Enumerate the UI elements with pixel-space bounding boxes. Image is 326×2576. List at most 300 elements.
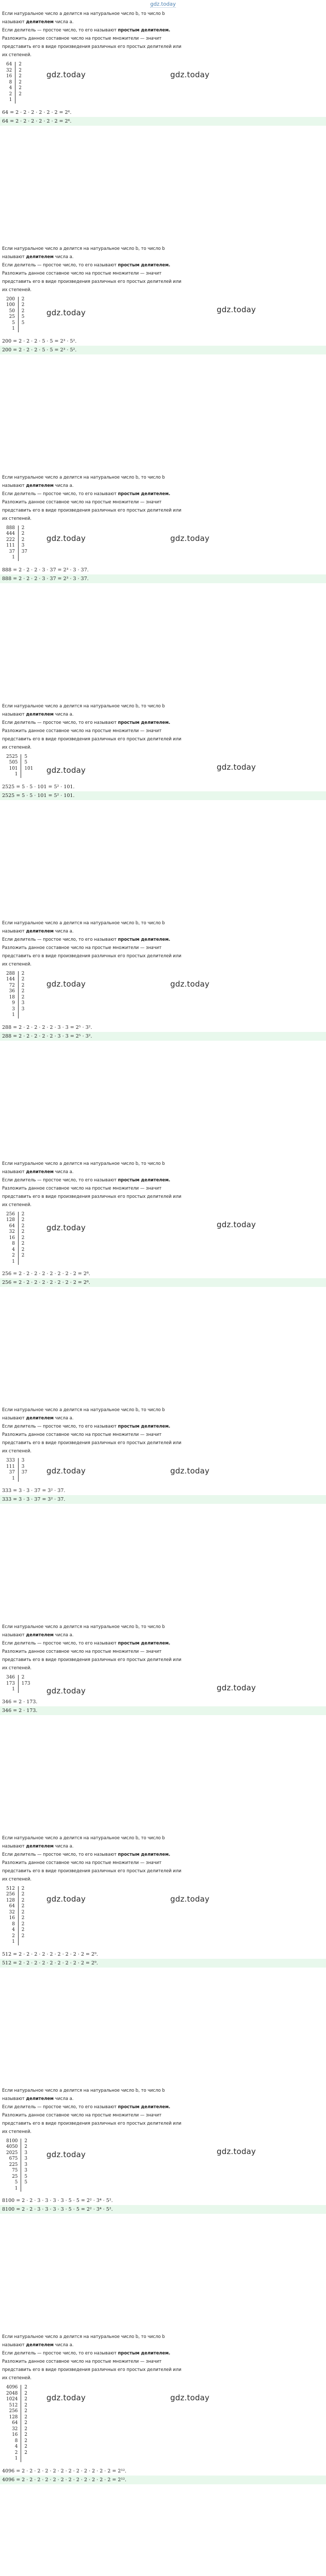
- definition-fragment: Если делитель — простое число, то его называют: [2, 490, 118, 496]
- dividend-cell: 64: [9, 1904, 15, 1909]
- factorization-column: [2, 297, 27, 332]
- dividend-cell: 9: [12, 1001, 15, 1006]
- dividend-cell: 4096: [6, 2385, 18, 2390]
- factorization-row: [2, 754, 36, 760]
- definition-text: [0, 2094, 326, 2103]
- divisor-cell: [21, 2186, 30, 2192]
- factorization-row: [2, 92, 25, 98]
- divisor-cell: 2: [18, 1675, 33, 1681]
- factorization-rule-text: Разложить данное составное число на простые множители — значит: [2, 270, 162, 276]
- dividend-cell: 128: [9, 2414, 18, 2420]
- divisor-cell: 2: [18, 1224, 27, 1230]
- factorization-column: [2, 2385, 30, 2462]
- factorization-row: [2, 537, 30, 544]
- divisor-cell: 2: [15, 86, 25, 92]
- dividend-cell: 1: [12, 1259, 15, 1264]
- definition-fragment: Если делитель — простое число, то его называют: [2, 719, 118, 725]
- dividend-cell: 2048: [6, 2391, 18, 2396]
- factorization-row: [2, 80, 25, 86]
- solution-section: [0, 473, 326, 702]
- factorization-rule-text: их степеней.: [2, 515, 32, 521]
- solution-section: [0, 244, 326, 473]
- factorization-row: [2, 1235, 27, 1242]
- divisor-cell: 5: [21, 2180, 30, 2186]
- divisor-cell: 173: [18, 1681, 33, 1687]
- divisor-cell: 3: [21, 2162, 30, 2168]
- factorization-row: [2, 1675, 34, 1681]
- definition-text: Если натуральное число a делится на натуральное число b, то число b: [2, 920, 165, 925]
- prime-divisor-text: [0, 1176, 326, 1184]
- factorization-rule-text: Разложить данное составное число на простые множители — значит: [2, 944, 162, 950]
- definition-fragment: числа a.: [53, 482, 74, 488]
- divisor-term: делителем: [26, 1843, 54, 1849]
- dividend-cell: 16: [6, 74, 12, 79]
- watermark: gdz.today: [217, 1683, 256, 1692]
- divisor-term: делителем: [26, 19, 54, 24]
- factorization-row: [2, 977, 27, 983]
- factorization-rule-text: Разложить данное составное число на простые множители — значит: [2, 1432, 162, 1437]
- divisor-cell: 2: [18, 297, 27, 303]
- definition-fragment: называют: [2, 19, 26, 24]
- solutions-list: [0, 9, 326, 2576]
- definition-text: Если натуральное число a делится на натуральное число b, то число b: [2, 1160, 165, 1166]
- factorization-rule-text: их степеней.: [2, 286, 32, 292]
- dividend-cell: 346: [6, 1675, 15, 1680]
- factorization-column: [2, 62, 25, 104]
- divisor-cell: 2: [18, 1212, 27, 1218]
- factorization-row: [2, 1470, 30, 1476]
- factorization-row: [2, 1253, 27, 1259]
- factorization-rule-text: их степеней.: [2, 2128, 32, 2134]
- factorization-rule-text: их степеней.: [2, 1665, 32, 1670]
- divisor-cell: 2: [18, 983, 27, 989]
- factorization-result: 4096 = 2 · 2 · 2 · 2 · 2 · 2 · 2 · 2 · 2 · 2 · 2 · 2 = 2¹².: [2, 2468, 127, 2474]
- divisor-cell: 2: [18, 995, 27, 1001]
- definition-fragment: числа a.: [53, 19, 74, 24]
- factorization-row: [2, 1229, 27, 1235]
- divisor-cell: 2: [15, 68, 25, 74]
- divisor-cell: 2: [21, 2409, 30, 2415]
- dividend-cell: 4: [9, 86, 12, 91]
- factorization-rule-text: Разложить данное составное число на простые множители — значит: [2, 1649, 162, 1654]
- watermark: gdz.today: [46, 308, 86, 317]
- divisor-cell: 3: [21, 2156, 30, 2162]
- divisor-cell: 3: [21, 2150, 30, 2157]
- definition-fragment: числа a.: [53, 1168, 74, 1174]
- divisor-cell: 2: [18, 1916, 27, 1922]
- factorization-row: [2, 314, 27, 320]
- dividend-cell: 37: [9, 1470, 15, 1475]
- factorization-row: [2, 2409, 30, 2415]
- divisor-cell: 2: [21, 2427, 30, 2433]
- dividend-cell: 8: [12, 1241, 15, 1246]
- definition-fragment: называют: [2, 1415, 26, 1420]
- definition-fragment: Если делитель — простое число, то его называют: [2, 1177, 118, 1182]
- dividend-cell: 50: [9, 308, 15, 314]
- prime-divisor-text: [0, 2349, 326, 2357]
- factorization-result: 200 = 2 · 2 · 2 · 5 · 5 = 2³ · 5².: [2, 338, 77, 344]
- definition-fragment: Если делитель — простое число, то его называют: [2, 1423, 118, 1429]
- factorization-row: [2, 1464, 30, 1470]
- divisor-cell: 37: [18, 1470, 30, 1476]
- factorization-row: [2, 2150, 30, 2157]
- divisor-term: делителем: [26, 253, 54, 259]
- factorization-row: [2, 2168, 30, 2174]
- divisor-cell: 2: [15, 92, 25, 98]
- definition-fragment: числа a.: [53, 928, 74, 934]
- factorization-row: [2, 1458, 30, 1464]
- definition-text: [0, 710, 326, 718]
- definition-text: Если натуральное число a делится на натуральное число b, то число b: [2, 245, 165, 251]
- divisor-cell: 5: [18, 320, 27, 327]
- divisor-cell: [21, 772, 36, 778]
- dividend-cell: 16: [9, 1916, 15, 1921]
- dividend-cell: 2525: [6, 754, 18, 759]
- divisor-term: делителем: [26, 482, 54, 488]
- factorization-row: [2, 2444, 30, 2450]
- dividend-cell: 100: [6, 302, 15, 308]
- dividend-cell: 8: [14, 2438, 18, 2444]
- dividend-cell: 333: [6, 1458, 15, 1463]
- dividend-cell: 505: [9, 760, 18, 765]
- factorization-rule-text: Разложить данное составное число на простые множители — значит: [2, 2359, 162, 2364]
- solution-section: [0, 702, 326, 919]
- definition-text: Если натуральное число a делится на натуральное число b, то число b: [2, 11, 165, 16]
- factorization-row: [2, 2403, 30, 2409]
- dividend-cell: 444: [6, 531, 15, 536]
- factorization-row: [2, 2156, 30, 2162]
- highlighted-answer: 64 = 2 · 2 · 2 · 2 · 2 · 2 = 2⁶.: [0, 117, 326, 126]
- factorization-result: 512 = 2 · 2 · 2 · 2 · 2 · 2 · 2 · 2 · 2 = 2⁹.: [2, 1951, 98, 1957]
- divisor-cell: 2: [18, 1247, 27, 1253]
- prime-divisor-text: [0, 26, 326, 34]
- factorization-row: [2, 1012, 27, 1019]
- definition-text: [0, 1414, 326, 1422]
- divisor-cell: 2: [21, 2450, 30, 2456]
- dividend-cell: 1: [12, 1476, 15, 1481]
- watermark: gdz.today: [170, 1466, 210, 1476]
- divisor-cell: 2: [18, 1886, 27, 1892]
- factorization-rule-text: представить его в виде произведения различных его простых делителей или: [2, 736, 182, 741]
- dividend-cell: 37: [9, 549, 15, 554]
- divisor-cell: 2: [18, 1235, 27, 1242]
- prime-divisor-text: [0, 1639, 326, 1647]
- definition-fragment: числа a.: [53, 1843, 74, 1849]
- factorization-rule-text: представить его в виде произведения различных его простых делителей или: [2, 44, 182, 49]
- factorization-row: [2, 1241, 27, 1247]
- factorization-rule-text: представить его в виде произведения различных его простых делителей или: [2, 507, 182, 513]
- definition-fragment: числа a.: [53, 253, 74, 259]
- factorization-row: [2, 1681, 34, 1687]
- watermark: gdz.today: [170, 533, 210, 543]
- divisor-cell: 5: [21, 2174, 30, 2180]
- dividend-cell: 32: [6, 67, 12, 73]
- prime-divisor-text: [0, 1850, 326, 1858]
- divisor-term: делителем: [26, 928, 54, 934]
- dividend-cell: 5: [14, 2180, 18, 2185]
- factorization-result: 8100 = 2 · 2 · 3 · 3 · 3 · 3 · 5 · 5 = 2² · 3⁴ · 5².: [2, 2198, 113, 2204]
- factorization-result: 2525 = 5 · 5 · 101 = 5² · 101.: [2, 784, 75, 790]
- prime-divisor-term: простым делителем.: [118, 936, 171, 942]
- divisor-term: делителем: [26, 1168, 54, 1174]
- highlighted-answer: 512 = 2 · 2 · 2 · 2 · 2 · 2 · 2 · 2 · 2 = 2⁹.: [0, 1959, 326, 1968]
- divisor-cell: 2: [21, 2415, 30, 2421]
- factorization-row: [2, 1892, 27, 1898]
- factorization-row: [2, 2174, 30, 2180]
- factorization-result: 288 = 2 · 2 · 2 · 2 · 2 · 3 · 3 = 2⁵ · 3².: [2, 1024, 92, 1030]
- divisor-cell: 101: [21, 766, 36, 772]
- divisor-cell: [18, 1939, 27, 1945]
- watermark: gdz.today: [170, 70, 210, 79]
- site-header-link[interactable]: gdz.today: [150, 2, 176, 7]
- definition-text: [0, 2341, 326, 2349]
- dividend-cell: 200: [6, 296, 15, 302]
- factorization-rule-text: представить его в виде произведения различных его простых делителей или: [2, 953, 182, 958]
- dividend-cell: 1: [14, 772, 18, 777]
- dividend-cell: 8100: [6, 2138, 18, 2144]
- factorization-row: [2, 2162, 30, 2168]
- factorization-row: [2, 555, 30, 561]
- factorization-row: [2, 760, 36, 766]
- factorization-row: [2, 2420, 30, 2427]
- dividend-cell: 512: [6, 1886, 15, 1891]
- prime-divisor-text: [0, 718, 326, 726]
- highlighted-answer: 288 = 2 · 2 · 2 · 2 · 2 · 3 · 3 = 2⁵ · 3².: [0, 1032, 326, 1041]
- factorization-row: [2, 2139, 30, 2145]
- highlighted-answer: 4096 = 2 · 2 · 2 · 2 · 2 · 2 · 2 · 2 · 2 · 2 · 2 · 2 = 2¹².: [0, 2476, 326, 2484]
- dividend-cell: 2: [9, 91, 12, 97]
- dividend-cell: 2025: [6, 2150, 18, 2156]
- solution-section: [0, 1834, 326, 2086]
- divisor-cell: 2: [18, 989, 27, 995]
- dividend-cell: 225: [9, 2162, 18, 2167]
- prime-divisor-term: простым делителем.: [118, 1640, 171, 1646]
- factorization-row: [2, 62, 25, 68]
- divisor-cell: [15, 97, 25, 104]
- factorization-column: [2, 971, 27, 1019]
- divisor-term: делителем: [26, 1415, 54, 1420]
- dividend-cell: 5: [12, 320, 15, 326]
- divisor-cell: 2: [21, 2403, 30, 2409]
- dividend-cell: 1: [14, 2185, 18, 2191]
- definition-text: Если натуральное число a делится на натуральное число b, то число b: [2, 1407, 165, 1412]
- factorization-rule-text: их степеней.: [2, 1876, 32, 1882]
- factorization-rule-text: представить его в виде произведения различных его простых делителей или: [2, 278, 182, 284]
- factorization-row: [2, 1007, 27, 1013]
- dividend-cell: 256: [6, 1211, 15, 1217]
- definition-fragment: числа a.: [53, 2095, 74, 2101]
- divisor-cell: 2: [18, 977, 27, 983]
- divisor-cell: 2: [18, 971, 27, 977]
- factorization-rule-text: представить его в виде произведения различных его простых делителей или: [2, 2367, 182, 2372]
- watermark: gdz.today: [46, 765, 86, 775]
- definition-fragment: Если делитель — простое число, то его называют: [2, 936, 118, 942]
- watermark: gdz.today: [170, 979, 210, 989]
- dividend-cell: 16: [12, 2432, 18, 2437]
- solution-section: [0, 919, 326, 1159]
- dividend-cell: 75: [12, 2168, 18, 2173]
- dividend-cell: 1024: [6, 2397, 18, 2402]
- factorization-row: [2, 74, 25, 80]
- watermark: gdz.today: [46, 1223, 86, 1232]
- dividend-cell: 64: [6, 62, 12, 67]
- definition-fragment: числа a.: [53, 711, 74, 717]
- watermark: gdz.today: [46, 1466, 86, 1476]
- highlighted-answer: 200 = 2 · 2 · 2 · 5 · 5 = 2³ · 5².: [0, 346, 326, 354]
- highlighted-answer: 8100 = 2 · 2 · 3 · 3 · 3 · 3 · 5 · 5 = 2² · 3⁴ · 5².: [0, 2205, 326, 2214]
- factorization-rule-text: Разложить данное составное число на простые множители — значит: [2, 1185, 162, 1191]
- divisor-term: делителем: [26, 2342, 54, 2347]
- prime-divisor-text: [0, 2103, 326, 2111]
- definition-fragment: Если делитель — простое число, то его называют: [2, 262, 118, 267]
- dividend-cell: 144: [6, 977, 15, 982]
- factorization-row: [2, 1224, 27, 1230]
- watermark: gdz.today: [170, 1894, 210, 1904]
- definition-text: Если натуральное число a делится на натуральное число b, то число b: [2, 1835, 165, 1840]
- definition-text: [0, 927, 326, 935]
- factorization-row: [2, 309, 27, 315]
- watermark: gdz.today: [217, 2146, 256, 2156]
- dividend-cell: 1: [12, 1687, 15, 1692]
- divisor-cell: 2: [18, 531, 30, 537]
- watermark: gdz.today: [46, 533, 86, 543]
- watermark: gdz.today: [217, 762, 256, 772]
- highlighted-answer: 346 = 2 · 173.: [0, 1706, 326, 1715]
- definition-fragment: числа a.: [53, 1632, 74, 1637]
- divisor-cell: [18, 1476, 30, 1482]
- definition-fragment: называют: [2, 1632, 26, 1637]
- dividend-cell: 4: [12, 1247, 15, 1252]
- highlighted-answer: 256 = 2 · 2 · 2 · 2 · 2 · 2 · 2 · 2 = 2⁸.: [0, 1278, 326, 1287]
- definition-text: [0, 1167, 326, 1176]
- site-header[interactable]: [0, 0, 326, 9]
- divisor-cell: 37: [18, 549, 30, 555]
- dividend-cell: 1: [14, 2456, 18, 2461]
- watermark: gdz.today: [217, 304, 256, 314]
- dividend-cell: 1: [12, 1939, 15, 1944]
- dividend-cell: 128: [6, 1217, 15, 1223]
- solution-section: [0, 9, 326, 244]
- divisor-cell: [18, 1687, 33, 1693]
- factorization-row: [2, 526, 30, 532]
- divisor-cell: 5: [21, 760, 36, 766]
- definition-text: Если натуральное число a делится на натуральное число b, то число b: [2, 2087, 165, 2093]
- factorization-row: [2, 983, 27, 989]
- factorization-rule-text: их степеней.: [2, 961, 32, 967]
- dividend-cell: 2: [12, 1933, 15, 1939]
- solution-section: [0, 1159, 326, 1406]
- factorization-column: [2, 526, 30, 561]
- factorization-rule-text: Разложить данное составное число на простые множители — значит: [2, 499, 162, 504]
- dividend-cell: 888: [6, 525, 15, 531]
- factorization-row: [2, 1939, 27, 1945]
- prime-divisor-term: простым делителем.: [118, 2104, 171, 2109]
- divisor-cell: 2: [21, 2397, 30, 2403]
- factorization-rule-text: представить его в виде произведения различных его простых делителей или: [2, 2120, 182, 2126]
- dividend-cell: 173: [6, 1681, 15, 1686]
- dividend-cell: 288: [6, 971, 15, 976]
- solution-section: [0, 2332, 326, 2576]
- watermark: gdz.today: [217, 1219, 256, 1229]
- dividend-cell: 1: [9, 97, 12, 103]
- dividend-cell: 222: [6, 537, 15, 543]
- definition-fragment: Если делитель — простое число, то его называют: [2, 1640, 118, 1646]
- divisor-cell: 2: [18, 537, 30, 544]
- factorization-rule-text: Разложить данное составное число на простые множители — значит: [2, 1859, 162, 1865]
- factorization-row: [2, 1910, 27, 1916]
- divisor-cell: 2: [18, 1253, 27, 1259]
- factorization-rule-text: представить его в виде произведения различных его простых делителей или: [2, 1868, 182, 1873]
- divisor-cell: 2: [21, 2438, 30, 2445]
- dividend-cell: 25: [9, 314, 15, 319]
- dividend-cell: 36: [9, 989, 15, 994]
- divisor-cell: [18, 1012, 27, 1019]
- dividend-cell: 111: [6, 543, 15, 548]
- factorization-row: [2, 531, 30, 537]
- definition-fragment: называют: [2, 928, 26, 934]
- definition-fragment: называют: [2, 253, 26, 259]
- definition-fragment: называют: [2, 1843, 26, 1849]
- factorization-row: [2, 97, 25, 104]
- factorization-column: [2, 1886, 27, 1945]
- prime-divisor-term: простым делителем.: [118, 719, 171, 725]
- factorization-rule-text: их степеней.: [2, 744, 32, 750]
- dividend-cell: 64: [9, 1223, 15, 1229]
- factorization-rule-text: представить его в виде произведения различных его простых делителей или: [2, 1440, 182, 1445]
- factorization-row: [2, 995, 27, 1001]
- divisor-cell: [18, 1259, 27, 1265]
- definition-fragment: Если делитель — простое число, то его называют: [2, 27, 118, 32]
- watermark: gdz.today: [46, 1686, 86, 1696]
- divisor-cell: 2: [21, 2391, 30, 2397]
- divisor-cell: 3: [18, 543, 30, 549]
- definition-text: [0, 481, 326, 489]
- divisor-cell: 2: [18, 1910, 27, 1916]
- divisor-cell: [18, 555, 30, 561]
- solution-section: [0, 1622, 326, 1834]
- divisor-cell: 2: [18, 302, 27, 309]
- factorization-row: [2, 766, 36, 772]
- dividend-cell: 256: [9, 2409, 18, 2414]
- divisor-cell: 2: [21, 2444, 30, 2450]
- divisor-cell: 2: [18, 309, 27, 315]
- dividend-cell: 72: [9, 982, 15, 988]
- factorization-row: [2, 2397, 30, 2403]
- factorization-row: [2, 320, 27, 327]
- definition-fragment: числа a.: [53, 1415, 74, 1420]
- prime-divisor-text: [0, 261, 326, 269]
- dividend-cell: 1: [12, 326, 15, 331]
- factorization-column: [2, 1458, 30, 1482]
- divisor-cell: 2: [21, 2385, 30, 2391]
- definition-text: [0, 252, 326, 261]
- divisor-cell: 2: [18, 1922, 27, 1928]
- divisor-cell: 2: [18, 1892, 27, 1898]
- highlighted-answer: 333 = 3 · 3 · 37 = 3² · 37.: [0, 1495, 326, 1504]
- factorization-row: [2, 2415, 30, 2421]
- definition-text: Если натуральное число a делится на натуральное число b, то число b: [2, 703, 165, 708]
- dividend-cell: 18: [9, 994, 15, 1000]
- dividend-cell: 101: [9, 766, 18, 771]
- factorization-row: [2, 2391, 30, 2397]
- factorization-rule-text: представить его в виде произведения различных его простых делителей или: [2, 1657, 182, 1662]
- factorization-row: [2, 2432, 30, 2438]
- factorization-result: 256 = 2 · 2 · 2 · 2 · 2 · 2 · 2 · 2 = 2⁸.: [2, 1271, 90, 1277]
- prime-divisor-text: [0, 489, 326, 498]
- factorization-row: [2, 68, 25, 74]
- factorization-row: [2, 86, 25, 92]
- solution-section: [0, 2086, 326, 2333]
